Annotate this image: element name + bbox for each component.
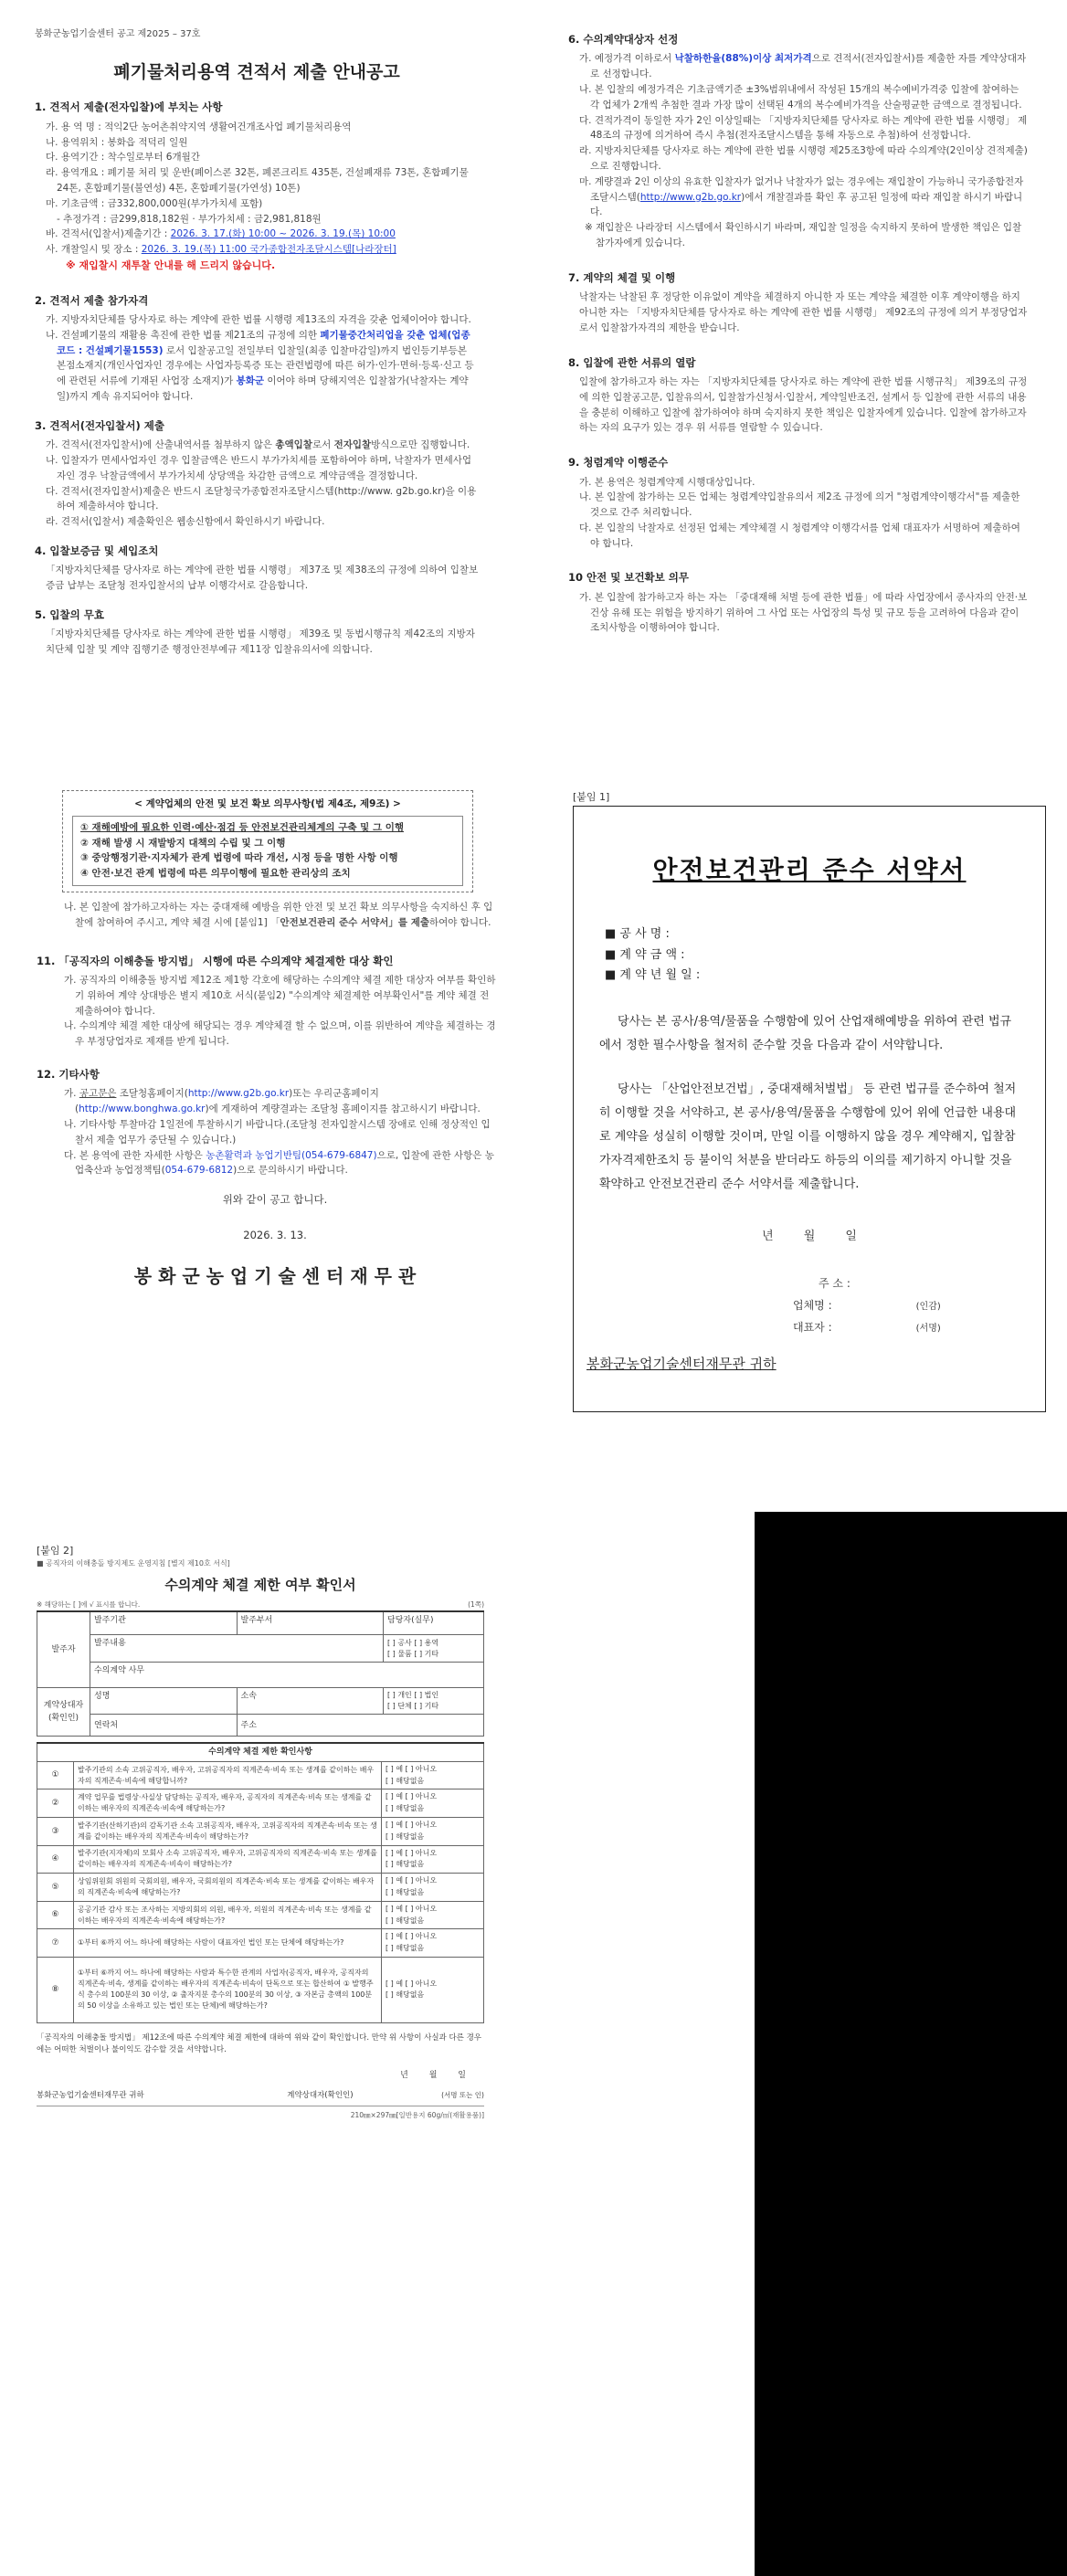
s12-a-text4: )에 게재하여 계량결과는 조달청 홈페이지를 참고하시기 바랍니다. bbox=[205, 1103, 481, 1115]
s6-c: 다. 견적가격이 동일한 자가 2인 이상일때는 「지방자치단체를 당사자로 하는 계약에 관한 법률 시행령」 제48조의 규정에 의거하여 즉시 추첨(전자조달시스템을 통해 자동으로 추첨)하여 선정합니다. bbox=[579, 114, 1028, 142]
s6-b: 나. 본 입찰의 예정가격은 기초금액기준 ±3%범위내에서 작성된 15개의 복수예비가격중 입찰에 참여하는 각 업체가 2개씩 추첨한 결과 가장 많이 선택된 4개의 복수예비가격을 산술평균한 금액으로 결정됩니다. bbox=[579, 83, 1022, 111]
open-date-label: 사. 개찰일시 및 장소 : bbox=[46, 244, 139, 256]
safety-pledge-form bbox=[573, 806, 1046, 1412]
answer-yes-no[interactable]: [ ] 예 [ ] 아니오 bbox=[386, 1979, 438, 1988]
safety-followup-text2: 하여야 합니다. bbox=[428, 916, 491, 928]
party-contact-label: 연락처 bbox=[90, 1715, 238, 1737]
safety-followup bbox=[53, 900, 497, 931]
safety-duties-box bbox=[62, 790, 473, 892]
opt-individual[interactable]: [ ] 개인 bbox=[387, 1691, 412, 1700]
section-2-heading: 2. 견적서 제출 참가자격 bbox=[35, 293, 149, 307]
s3-b: 나. 입찰자가 면세사업자인 경우 입찰금액은 반드시 부가가치세를 포함하여야 하며, 낙찰자가 면세사업자인 경우 낙찰금액에서 부가가치세 상당액을 차감한 금액으로 계약금액을 결정합니다. bbox=[46, 454, 472, 481]
answer-yes-no[interactable]: [ ] 예 [ ] 아니오 bbox=[386, 1820, 438, 1829]
check-row bbox=[37, 1874, 484, 1902]
s6-e-text: 마. 계량결과 2인 이상의 유효한 입찰자가 없거나 낙찰자가 없는 경우에는 재입찰이 가능하니 국가종합전자조달시스템( bbox=[579, 175, 1024, 203]
check-row-question: ①부터 ⑥까지 어느 하나에 해당하는 사람이 대표자인 법인 또는 단체에 해당하는가? bbox=[74, 1929, 382, 1958]
section-12-heading: 12. 기타사항 bbox=[37, 1067, 100, 1081]
answer-yes-no[interactable]: [ ] 예 [ ] 아니오 bbox=[386, 1792, 438, 1801]
safety-followup-bold: 안전보건관리 준수 서약서」를 제출 bbox=[280, 916, 429, 928]
s12-b: 나. 기타사항 투찰마감 1일전에 투찰하시기 바랍니다.(조달청 전자입찰시스템 장애로 인해 정상적인 입찰서 제출 업무가 중단될 수 있습니다.) bbox=[64, 1118, 491, 1145]
section-11-heading: 11. 「공직자의 이해충돌 방지법」 시행에 따른 수의계약 체결제한 대상 확인 bbox=[37, 954, 394, 967]
pledge-fields bbox=[574, 924, 1045, 987]
party-addr-label: 주소 bbox=[237, 1715, 484, 1737]
s1-item: 라. 용역개요 : 폐기물 처리 및 운반(폐이스콘 32톤, 폐콘크리트 435톤, 건설폐재류 73톤, 혼합폐기물 24톤, 혼합폐기물(불연성) 4톤, 혼합폐기물(가연성) 10톤) bbox=[46, 167, 469, 194]
pledge-address: 주 소 : bbox=[819, 1276, 850, 1290]
opt-other[interactable]: [ ] 기타 bbox=[414, 1649, 439, 1658]
answer-na[interactable]: [ ] 해당없음 bbox=[386, 1832, 425, 1841]
section-1-heading: 1. 견적서 제출(전자입찰)에 부치는 사항 bbox=[35, 100, 223, 114]
s6-a-text2: 으로 견적서(전자입찰서)를 제출한 자를 계약상대자로 선정합니다. bbox=[590, 53, 1027, 80]
closing-text: 위와 같이 공고 합니다. bbox=[222, 1193, 328, 1207]
check-items-table bbox=[37, 1742, 484, 2023]
s7-body: 낙찰자는 낙찰된 후 정당한 이유없이 계약을 체결하지 아니한 자 또는 계약을 체결한 이후 계약이행을 하지 아니한 자는 「지방자치단체를 당사자로 하는 계약에 관한 법률 시행령」 제92조의 규정에 의거 부정당업자로서 입찰참가자격의 제한을 받습니다. bbox=[579, 291, 1028, 333]
check-row-number: ⑤ bbox=[37, 1874, 74, 1902]
pledge-sign: (서명) bbox=[915, 1323, 941, 1334]
form-signer: 계약상대자(확인인) bbox=[287, 2090, 354, 2100]
s8-body: 입찰에 참가하고자 하는 자는 「지방자치단체를 당사자로 하는 계약에 관한 법률 시행규칙」 제39조의 규정에 의한 입찰공고문, 입찰유의서, 입찰참가신청서·입찰서, 계약일반조건, 설계서 등 입찰에 관한 서류의 내용을 충분히 이해하고 입찰에 참가하여야 하며 숙지하지 못한 책임은 입찰자에게 있습니다. 입찰에 참가하고자 하는 자의 요구가 있는 경우 위 서류를 열람할 수 있습니다. bbox=[579, 375, 1028, 434]
s12-c-text: 다. 본 용역에 관한 자세한 사항은 bbox=[64, 1149, 206, 1161]
s6-note: ※ 재입찰은 나라장터 시스템에서 확인하시기 바라며, 재입찰 일정을 숙지하지 못하여 발생한 책임은 입찰 참가자에게 있습니다. bbox=[585, 222, 1022, 248]
s2-b-license: 폐기물중간처리업을 갖춘 업체(업종코드 : 건설폐기물1553) bbox=[57, 329, 470, 356]
s9-b: 나. 본 입찰에 참가하는 모든 업체는 청렴계약입찰유의서 제2조 규정에 의거 "청렴계약이행각서"를 제출한 것으로 간주 처리합니다. bbox=[579, 491, 1020, 519]
dept-label: 발주부서 bbox=[237, 1611, 384, 1635]
submit-period bbox=[35, 227, 479, 242]
bonghwa-link[interactable]: http://www.bonghwa.go.kr bbox=[79, 1103, 206, 1115]
form-date: 년 월 일 bbox=[400, 2071, 466, 2081]
s12-c-text2: 으로, 입찰에 관한 사항은 농업축산과 농업정책팀( bbox=[75, 1149, 494, 1177]
check-row bbox=[37, 1817, 484, 1845]
pledge-field: ■ 계 약 년 월 일 : bbox=[605, 968, 701, 983]
pledge-para1: 당사는 본 공사/용역/물품을 수행함에 있어 산업재해예방을 위하여 관련 법규에서 정한 필수사항을 철저히 준수할 것을 다음과 같이 서약합니다. bbox=[599, 1015, 1012, 1053]
section-4-heading: 4. 입찰보증금 및 세입조치 bbox=[35, 544, 159, 557]
opt-corporation[interactable]: [ ] 법인 bbox=[414, 1691, 439, 1700]
s3-a-text: 가. 견적서(전자입찰서)에 산출내역서를 첨부하지 않은 bbox=[46, 439, 276, 451]
check-row-answer[interactable] bbox=[382, 1929, 484, 1958]
org-label: 발주기관 bbox=[90, 1611, 238, 1635]
s2-b bbox=[35, 328, 479, 405]
answer-yes-no[interactable]: [ ] 예 [ ] 아니오 bbox=[386, 1764, 438, 1773]
check-row-answer[interactable] bbox=[382, 1901, 484, 1929]
contact-rural: 농촌활력과 농업기반팀(054-679-6847) bbox=[206, 1149, 377, 1161]
s3-d: 라. 견적서(입찰서) 제출확인은 웹송신함에서 확인하시기 바랍니다. bbox=[46, 516, 325, 528]
s6-d: 라. 지방자치단체를 당사자로 하는 계약에 관한 법률 시행령 제25조3항에 따라 수의계약(2인이상 견적제출)으로 진행합니다. bbox=[579, 145, 1028, 172]
safety-item: ③ 중앙행정기관·지자체가 관계 법령에 따라 개선, 시정 등을 명한 사항 이행 bbox=[80, 852, 398, 864]
safety-item: ② 재해 발생 시 재발방지 대책의 수립 및 그 이행 bbox=[80, 837, 286, 849]
notice-date: 2026. 3. 13. bbox=[243, 1228, 307, 1241]
safety-followup-text: 나. 본 입찰에 참가하고자하는 자는 중대재해 예방을 위한 안전 및 보건 확보 의무사항을 숙지하신 후 입찰에 참여하여 주시고, 계약 체결 시에 [붙임1] 「 bbox=[64, 901, 493, 928]
form-hint: ※ 해당하는 [ ]에 √ 표시를 합니다. bbox=[37, 1599, 141, 1609]
s3-a-text2: 로서 bbox=[312, 439, 334, 451]
pledge-rep: 대표자 : bbox=[793, 1320, 832, 1334]
party-label: 계약상대자 (확인인) bbox=[37, 1688, 90, 1737]
s6-a-text: 가. 예정가격 이하로서 bbox=[579, 53, 675, 65]
notice-document bbox=[35, 27, 479, 658]
section-9-heading: 9. 청렴계약 이행준수 bbox=[568, 456, 669, 470]
s9-c: 다. 본 입찰의 낙찰자로 선정된 업체는 계약체결 시 청렴계약 이행각서를 업체 대표자가 서명하여 제출하여야 합니다. bbox=[579, 522, 1020, 549]
content-label: 발주내용 bbox=[90, 1635, 384, 1663]
safety-box-title: < 계약업체의 안전 및 보건 확보 의무사항(법 제4조, 제9조) > bbox=[134, 798, 401, 809]
s4-body: 「지방자치단체를 당사자로 하는 계약에 관한 법률 시행령」 제37조 및 제38조의 규정에 의하여 입찰보증금 납부는 조달청 전자입찰서의 납부 이행각서로 갈음합니다. bbox=[46, 565, 479, 592]
s6-e bbox=[568, 174, 1030, 220]
check-row-answer[interactable] bbox=[382, 1874, 484, 1902]
s2-b-region: 봉화군 bbox=[236, 375, 264, 387]
s2-b-text: 나. 건설폐기물의 재활용 촉진에 관한 법률 제21조의 규정에 의한 bbox=[46, 329, 317, 341]
opt-construction[interactable]: [ ] 공사 bbox=[387, 1638, 412, 1647]
notice-title: 폐기물처리용역 견적서 제출 안내공고 bbox=[113, 62, 400, 82]
answer-na[interactable]: [ ] 해당없음 bbox=[386, 1916, 425, 1925]
opt-goods[interactable]: [ ] 물품 bbox=[387, 1649, 412, 1658]
s6-a bbox=[568, 51, 1030, 82]
s3-a-text3: 방식으로만 집행합니다. bbox=[371, 439, 470, 451]
check-row-question: 상임위원회 위원의 국회의원, 배우자, 국회의원의 직계존속·비속 또는 생계를 같이하는 배우자의 직계존속·비속에 해당하는가? bbox=[74, 1874, 382, 1902]
section-7-heading: 7. 계약의 체결 및 이행 bbox=[568, 270, 676, 284]
party-options bbox=[384, 1688, 484, 1715]
party-name-label: 성명 bbox=[90, 1688, 238, 1715]
check-row-question: 공공기관 감사 또는 조사하는 지방의회의 의원, 배우자, 의원의 직계존속·비속 또는 생계를 같이하는 배우자의 직계존속·비속에 해당하는가? bbox=[74, 1901, 382, 1929]
form-title: 수의계약 체결 제한 여부 확인서 bbox=[164, 1576, 356, 1593]
attachment-2-tag: [붙임 2] bbox=[37, 1545, 74, 1557]
s10-body: 가. 본 입찰에 참가하고자 하는 자는 「중대재해 처벌 등에 관한 법률」에 따라 사업장에서 종사자의 안전·보건상 유해 또는 위험을 방지하기 위하여 그 사업 또는 사업장의 특성 및 규모 등을 고려하여 다음과 같이 조치사항을 이행하여야 합니다. bbox=[579, 591, 1028, 634]
s3-a-bold: 총액입찰 bbox=[275, 439, 312, 451]
check-row-number: ⑥ bbox=[37, 1901, 74, 1929]
check-row-number: ② bbox=[37, 1789, 74, 1818]
notice-number: 봉화군농업기술센터 공고 제2025 – 37호 bbox=[35, 29, 201, 39]
s12-a bbox=[53, 1086, 497, 1117]
s11-a: 가. 공직자의 이해충돌 방지법 제12조 제1항 각호에 해당하는 수의계약 체결 제한 대상자 여부를 확인하기 위하여 계약 상대방은 별지 제10호 서식(붙임2) "수의계약 체결제한 여부확인서"를 계약 체결 전 제출하여야 합니다. bbox=[64, 974, 496, 1017]
answer-yes-no[interactable]: [ ] 예 [ ] 아니오 bbox=[386, 1848, 438, 1857]
s2-b-text3: 이어야 하며 당해지역은 입찰참가(낙찰자는 계약일)까지 계속 유지되어야 합니다. bbox=[57, 375, 469, 402]
section-10-heading: 10 안전 및 보건확보 의무 bbox=[568, 571, 689, 585]
check-row-answer[interactable] bbox=[382, 1845, 484, 1874]
check-row-question: 계약 업무를 법령상·사실상 담당하는 공직자, 배우자, 공직자의 직계존속·비속 또는 생계를 같이하는 배우자의 직계존속·비속에 해당하는가? bbox=[74, 1789, 382, 1818]
form-footer: 「공직자의 이해충돌 방지법」 제12조에 따른 수의계약 체결 제한에 대하여 위와 같이 확인합니다. 만약 위 사항이 사실과 다른 경우에는 어떠한 처벌이나 불이익도 감수할 것을 서약합니다. bbox=[37, 2032, 482, 2055]
safety-item: ① 재해예방에 필요한 인력·예산·점검 등 안전보건관리체계의 구축 및 그 이행 bbox=[80, 821, 405, 833]
check-row-number: ③ bbox=[37, 1817, 74, 1845]
s12-a-text2: 조달청홈페이지( bbox=[116, 1088, 188, 1100]
safety-item: ④ 안전·보건 관계 법령에 따른 의무이행에 필요한 관리상의 조치 bbox=[80, 868, 351, 880]
redacted-area bbox=[755, 1512, 1067, 2576]
open-date bbox=[35, 242, 479, 258]
opt-service[interactable]: [ ] 용역 bbox=[414, 1638, 439, 1647]
check-row-number: ⑧ bbox=[37, 1957, 74, 2022]
check-row-question: 발주기관의 소속 고위공직자, 배우자, 고위공직자의 직계존속·비속 또는 생계를 같이하는 배우자의 직계존속·비속에 해당합니까? bbox=[74, 1761, 382, 1789]
party-affil-label: 소속 bbox=[237, 1688, 384, 1715]
check-row bbox=[37, 1761, 484, 1789]
pledge-title: 안전보건관리 준수 서약서 bbox=[652, 855, 967, 885]
form-hint-row bbox=[37, 1599, 484, 1610]
pledge-company-row bbox=[793, 1294, 1045, 1316]
opt-other2[interactable]: [ ] 기타 bbox=[414, 1702, 439, 1711]
form-page: (1쪽) bbox=[468, 1599, 484, 1609]
answer-yes-no[interactable]: [ ] 예 [ ] 아니오 bbox=[386, 1932, 438, 1941]
submit-period-label: 바. 견적서(입찰서)제출기간 : bbox=[46, 228, 168, 240]
s2-b-text2: 로서 입찰공고일 전일부터 입찰일(최종 입찰마감일)까지 법인등기부등본 본점소재지(개인사업자인 경우에는 사업자등록증 또는 관련법령에 따른 허가·인가·면허·등록·신고 등에 관련된 서류에 기재된 사업장 소재지)가 bbox=[57, 344, 474, 387]
check-row-number: ① bbox=[37, 1761, 74, 1789]
submit-period-value: 2026. 3. 17.(화) 10:00 ~ 2026. 3. 19.(목) 10:00 bbox=[170, 228, 396, 240]
conflict-check-form bbox=[37, 1558, 484, 2121]
answer-na[interactable]: [ ] 해당없음 bbox=[386, 1860, 425, 1869]
s12-c-text3: )으로 문의하시기 바랍니다. bbox=[233, 1165, 348, 1177]
s12-a-underline: 공고문은 bbox=[79, 1088, 117, 1100]
contact-policy: 054-679-6812 bbox=[164, 1165, 234, 1177]
notice-page2 bbox=[37, 790, 497, 1291]
pledge-field: ■ 공 사 명 : bbox=[605, 926, 670, 941]
s1-item: 나. 용역위치 : 봉화읍 적덕리 일원 bbox=[46, 136, 188, 148]
pledge-recipient: 봉화군농업기술센터재무관 귀하 bbox=[586, 1356, 776, 1372]
notice-signer: 봉 화 군 농 업 기 술 센 터 재 무 관 bbox=[133, 1264, 417, 1287]
s6-a-rate: 낙찰하한율(88%)이상 최저가격 bbox=[674, 53, 812, 65]
check-row-question: ①부터 ⑥까지 어느 하나에 해당하는 사람과 특수한 관계의 사업자(공직자, 배우자, 공직자의 직계존속·비속, 생계를 같이하는 배우자의 직계존속·비속이 단독으로 또는 합산하여 ① 발행주식 총수의 100분의 30 이상, ② 출자지분 총수의 100분의 30 이상, ③ 자본금 총액의 100분의 50 이상을 소유하고 있는 법인 또는 단체)에 해당하는가? bbox=[74, 1957, 382, 2022]
open-date-value: 2026. 3. 19.(목) 11:00 국가종합전자조달시스템[나라장터] bbox=[141, 244, 396, 256]
pledge-seal: (인감) bbox=[915, 1301, 941, 1312]
check-row-answer[interactable] bbox=[382, 1789, 484, 1818]
s12-a-text3: )또는 우리군홈페이지( bbox=[75, 1088, 379, 1115]
check-row-answer[interactable] bbox=[382, 1761, 484, 1789]
check-row bbox=[37, 1845, 484, 1874]
check-section-title: 수의계약 체결 제한 확인사항 bbox=[37, 1743, 484, 1761]
s1-item: 다. 용역기간 : 착수일로부터 6개월간 bbox=[46, 152, 200, 164]
check-row bbox=[37, 1957, 484, 2022]
form-parties-table bbox=[37, 1610, 484, 1737]
pledge-field: ■ 계 약 금 액 : bbox=[605, 947, 685, 962]
pledge-rep-row bbox=[793, 1316, 1045, 1338]
rebid-notice: ※ 재입찰시 재투찰 안내를 해 드리지 않습니다. bbox=[66, 259, 276, 271]
s9-a: 가. 본 용역은 청렴계약제 시행대상입니다. bbox=[579, 476, 755, 488]
check-row-question: 발주기관(산하기관)의 감독기관 소속 고위공직자, 배우자, 고위공직자의 직계존속·비속 또는 생계를 같이하는 배우자의 직계존속·비속이 해당하는가? bbox=[74, 1817, 382, 1845]
check-row bbox=[37, 1901, 484, 1929]
pledge-company: 업체명 : bbox=[793, 1298, 832, 1312]
section-8-heading: 8. 입찰에 관한 서류의 열람 bbox=[568, 355, 696, 369]
g2b-link[interactable]: http://www.g2b.go.kr bbox=[187, 1088, 290, 1100]
attachment-1-tag: [붙임 1] bbox=[573, 791, 610, 803]
opt-group[interactable]: [ ] 단체 bbox=[387, 1702, 412, 1711]
check-row-number: ⑦ bbox=[37, 1929, 74, 1958]
s6-e-text2: )에서 개찰결과를 확인 후 공고된 일정에 따라 재입찰 하시기 바랍니다. bbox=[590, 191, 1023, 218]
check-row-answer[interactable] bbox=[382, 1817, 484, 1845]
s3-a bbox=[35, 438, 479, 453]
check-row-answer[interactable] bbox=[382, 1957, 484, 2022]
form-sign-row bbox=[37, 2090, 484, 2107]
s2-a: 가. 지방자치단체를 당사자로 하는 계약에 관한 법률 시행령 제13조의 자격을 갖춘 업체이어야 합니다. bbox=[46, 313, 471, 325]
g2b-link[interactable]: http://www.g2b.go.kr bbox=[639, 191, 742, 203]
price-detail: - 추정가격 : 금299,818,182원 · 부가가치세 : 금2,981,818원 bbox=[57, 213, 322, 225]
check-row bbox=[37, 1929, 484, 1958]
form-recipient: 봉화군농업기술센터재무관 귀하 bbox=[37, 2090, 144, 2100]
answer-yes-no[interactable]: [ ] 예 [ ] 아니오 bbox=[386, 1876, 438, 1885]
pledge-date: 년 월 일 bbox=[762, 1230, 857, 1244]
section-5-heading: 5. 입찰의 무효 bbox=[35, 607, 104, 621]
s12-c bbox=[53, 1148, 497, 1179]
safety-box-list bbox=[72, 816, 463, 886]
pledge-signatory bbox=[793, 1272, 1045, 1338]
s3-c: 다. 견적서(전자입찰서)제출은 반드시 조달청국가종합전자조달시스템(http://www. g2b.go.kr)을 이용하여 제출하셔야 합니다. bbox=[46, 485, 477, 512]
base-price: 마. 기초금액 : 금332,800,000원(부가가치세 포함) bbox=[46, 197, 263, 209]
answer-na[interactable]: [ ] 해당없음 bbox=[386, 1804, 425, 1813]
answer-na[interactable]: [ ] 해당없음 bbox=[386, 1887, 425, 1896]
s5-body: 「지방자치단체를 당사자로 하는 계약에 관한 법률 시행령」 제39조 및 동법시행규칙 제42조의 지방자치단체 입찰 및 계약 집행기준 행정안전부예규 제11장 입찰유의서에 의합니다. bbox=[46, 628, 475, 656]
answer-na[interactable]: [ ] 해당없음 bbox=[386, 1776, 425, 1785]
section-3-heading: 3. 견적서(전자입찰서) 제출 bbox=[35, 418, 164, 432]
check-row-question: 발주기관(지자체)의 모회사 소속 고위공직자, 배우자, 고위공직자의 직계존속·비속 또는 생계를 같이하는 배우자의 직계존속·비속이 해당하는가? bbox=[74, 1845, 382, 1874]
pledge-para2: 당사는 「산업안전보건법」, 중대재해처벌법」 등 관련 법규를 준수하여 철저히 이행할 것을 서약하고, 본 공사/용역/물품을 수행함에 있어 위에 언급한 내용대로 계약을 성실히 이행할 것이며, 만일 이를 이행하지 않을 경우 계약해지, 입찰참가자격제한조치 등 불이익 처분을 받더라도 하등의 이의를 제기하지 아니할 것을 확약하고 안전보건관리 준수 서약서를 제출합니다. bbox=[599, 1082, 1017, 1192]
answer-yes-no[interactable]: [ ] 예 [ ] 아니오 bbox=[386, 1904, 438, 1913]
form-sign-note: (서명 또는 인) bbox=[441, 2090, 484, 2099]
contract-name: 수의계약 사무 bbox=[90, 1663, 484, 1688]
notice-continued bbox=[568, 27, 1030, 636]
check-row-number: ④ bbox=[37, 1845, 74, 1874]
answer-na[interactable]: [ ] 해당없음 bbox=[386, 1990, 425, 2000]
answer-na[interactable]: [ ] 해당없음 bbox=[386, 1944, 425, 1953]
s3-a-bold2: 전자입찰 bbox=[333, 439, 372, 451]
check-row bbox=[37, 1789, 484, 1818]
orderer-label: 발주자 bbox=[37, 1611, 90, 1688]
type-options bbox=[384, 1635, 484, 1663]
section-6-heading: 6. 수의계약대상자 선정 bbox=[568, 33, 679, 46]
form-paper-spec: 210㎜×297㎜[일반용지 60g/㎡(재활용품)] bbox=[350, 2111, 484, 2120]
s11-b: 나. 수의계약 체결 제한 대상에 해당되는 경우 계약체결 할 수 없으며, 이를 위반하여 계약을 체결하는 경우 부정당업자로 제재를 받게 됩니다. bbox=[64, 1020, 496, 1048]
manager-label: 담당자(실무) bbox=[384, 1611, 484, 1635]
form-law-note: ■ 공직자의 이해충돌 방지제도 운영지침 [별지 제10호 서식] bbox=[37, 1559, 230, 1568]
s1-item: 가. 용 역 명 : 적익2단 농어촌취약지역 생활여건개조사업 폐기물처리용역 bbox=[46, 121, 352, 132]
s12-a-text: 가. bbox=[64, 1088, 79, 1100]
